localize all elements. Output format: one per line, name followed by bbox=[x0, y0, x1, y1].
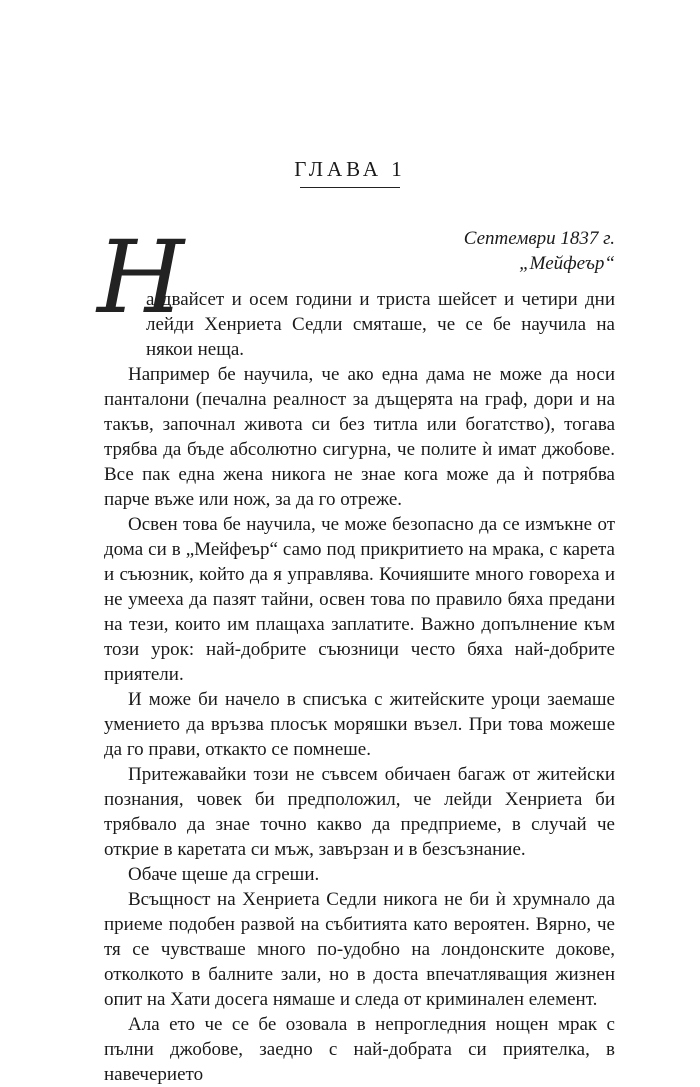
drop-cap: Н bbox=[97, 219, 185, 336]
paragraph: Притежавайки този не съвсем обичаен багаж от житейски познания, човек би предположил, че лейди Хенриета би трябвало да знае точно какво да предприеме, в случай че открие в каретата си мъж, завързан и в безсъзнание. bbox=[104, 764, 615, 860]
paragraph-text: а двайсет и осем години и триста шейсет и четири дни лейди Хенриета Седли смяташе, че се бе научила на някои неща. bbox=[146, 289, 615, 360]
dateline-date: Септември 1837 г. bbox=[463, 228, 615, 249]
paragraph: Освен това бе научила, че може безопасно да се измъкне от дома си в „Мейфеър“ само под прикритието на мрака, с карета и съюзник, който да я управлява. Кочияшите много говореха и не умееха да пазят тайни, освен това по правило бяха предани на тези, които им плащаха заплатите. Важно допълнение към този урок: най-добрите съюзници често бяха най-добрите приятели. bbox=[104, 514, 615, 685]
paragraph: Всъщност на Хенриета Седли никога не би ѝ хрумнало да приеме подобен развой на събитията като вероятен. Вярно, че тя се чувстваше много по-удобно на лондонските докове, отколкото в балните зали, но в доста впечатляващия жизнен опит на Хати досега нямаше и следа от криминален елемент. bbox=[104, 889, 615, 1010]
paragraph: Например бе научила, че ако една дама не може да носи панталони (печална реалност за дъщерята на граф, дори и на такъв, започнал живота си без титла или богатство), тогава трябва да бъде абсолютно сигурна, че полите ѝ имат джобове. Все пак една жена никога не знае кога може да ѝ потрябва парче въже или нож, за да го отреже. bbox=[104, 364, 615, 510]
paragraph: Обаче щеше да сгреши. bbox=[128, 864, 320, 885]
chapter-underline bbox=[300, 187, 400, 188]
dateline bbox=[464, 226, 615, 276]
dateline-place: „Мейфеър“ bbox=[519, 253, 615, 274]
chapter-title: ГЛАВА 1 bbox=[294, 157, 406, 181]
paragraph: И може би начело в списъка с житейските уроци заемаше умението да връзва плосък моряшки възел. При това можеше да го прави, откакто се помнеше. bbox=[104, 689, 615, 760]
first-paragraph bbox=[104, 287, 615, 362]
paragraph: Ала ето че се бе озовала в непрогледния нощен мрак с пълни джобове, заедно с най-добрата си приятелка, в навечерието bbox=[104, 1014, 615, 1085]
body-text bbox=[104, 362, 615, 1087]
